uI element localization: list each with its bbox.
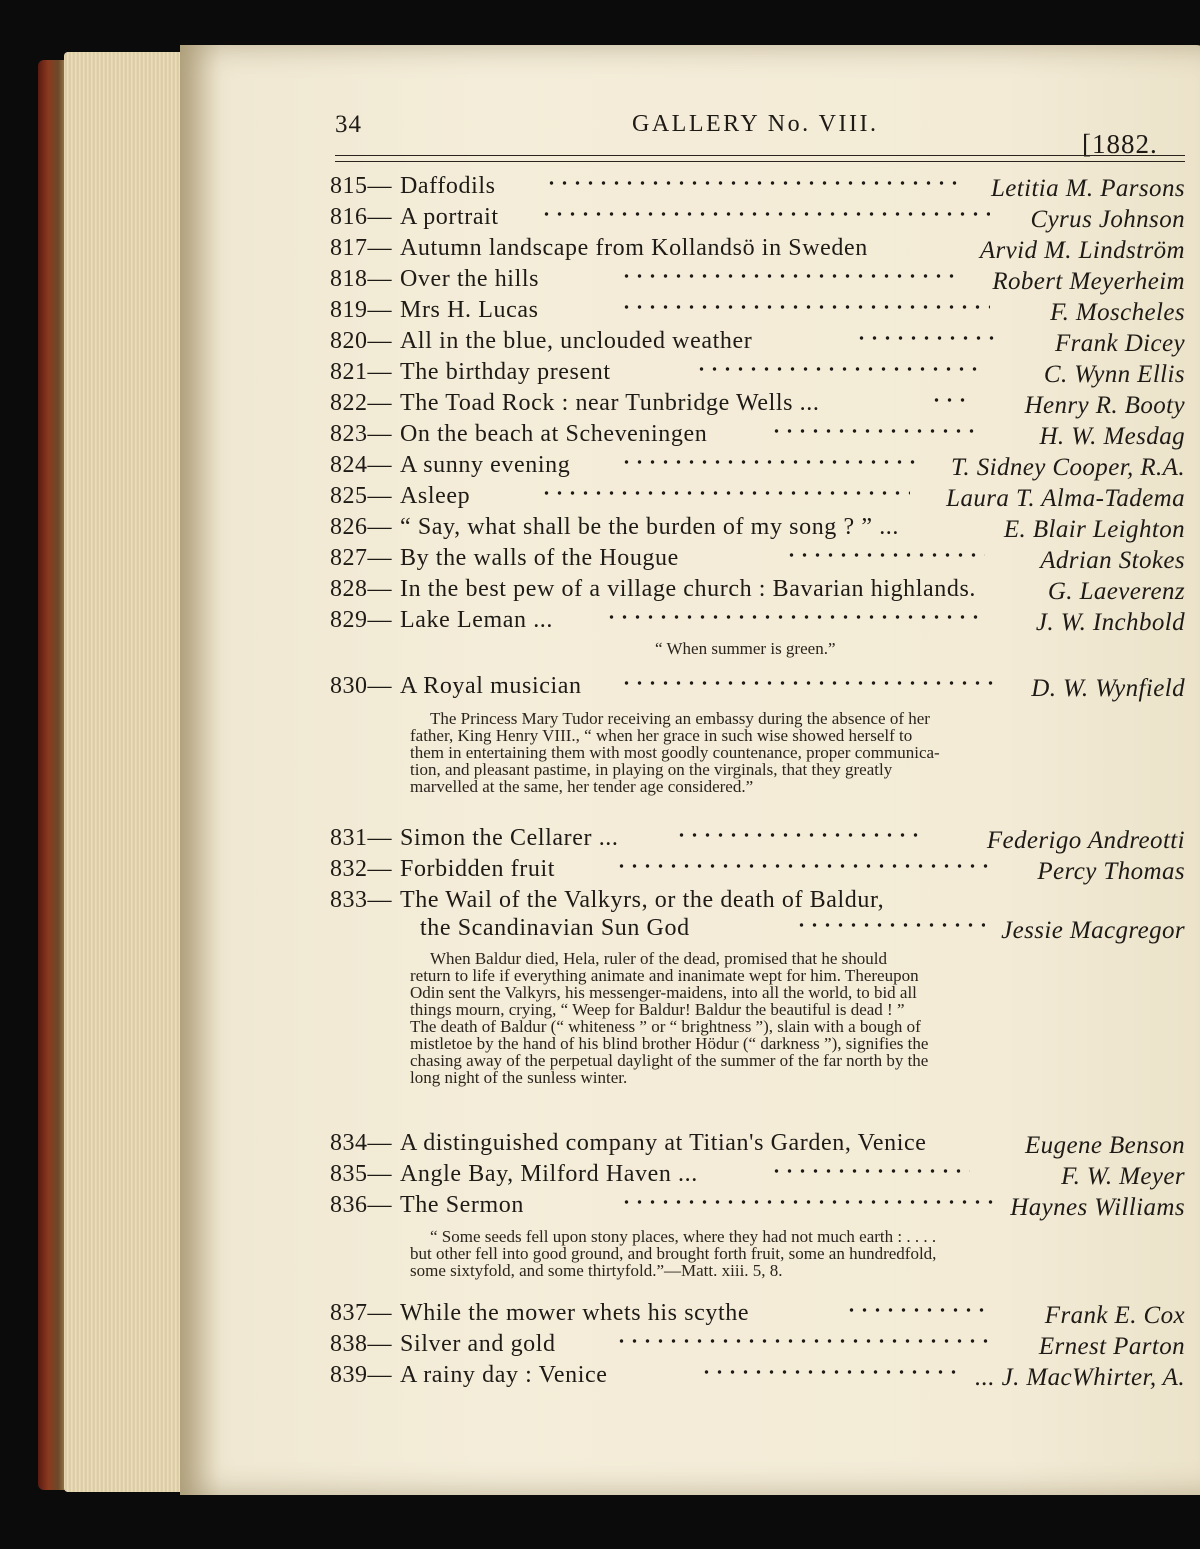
dot-leader [620,681,1000,685]
entry-artist: Eugene Benson [1024,1132,1185,1159]
catalogue-entry [330,297,1185,327]
catalogue-entry [330,328,1185,358]
entry-title: On the beach at Scheveningen [400,421,708,447]
entry-number: 836— [330,1192,392,1218]
entry-title: Silver and gold [400,1331,556,1357]
entry-number: 815— [330,173,392,199]
page-stack-edges [64,52,184,1492]
entry-artist: J. W. Inchbold [1035,609,1185,636]
entry-number: 831— [330,825,392,851]
entry-title: the Scandinavian Sun God [420,915,690,941]
entry-artist: E. Blair Leighton [1003,516,1185,543]
entry-artist: Frank Dicey [1054,330,1185,357]
entry-artist: F. Moscheles [1050,299,1185,326]
catalogue-entry [330,1362,1185,1392]
catalogue-entry [330,390,1185,420]
dot-leader [605,615,985,619]
catalogue-entry [330,545,1185,575]
catalogue-entry [330,673,1185,703]
entry-number: 834— [330,1130,392,1156]
entry-number: 833— [330,887,392,913]
entry-title: The birthday present [400,359,611,385]
dot-leader [845,1308,985,1312]
note-line: tion, and pleasant pastime, in playing on the virginals, that they greatly [410,760,893,779]
entry-number: 824— [330,452,392,478]
running-title: GALLERY No. VIII. [632,111,879,137]
entry-artist: D. W. Wynfield [1031,675,1185,702]
entry-833-note [410,950,1080,1086]
entry-artist: Percy Thomas [1037,858,1185,885]
catalogue-entry [330,452,1185,482]
note-line: mistletoe by the hand of his blind brother Hödur (“ darkness ”), signifies the [410,1034,929,1053]
catalogue-entry [330,235,1185,265]
entry-title: The Sermon [400,1192,524,1218]
entry-artist: Jessie Macgregor [1001,917,1185,944]
entry-title: Autumn landscape from Kollandsö in Sweden [400,235,868,261]
entry-number: 816— [330,204,392,230]
catalogue-entry [330,856,1185,886]
entry-artist: Cyrus Johnson [1030,206,1185,233]
entry-artist: Laura T. Alma-Tadema [946,485,1185,512]
catalogue-entry [330,887,1185,917]
entry-836-note [410,1228,1080,1279]
entry-number: 829— [330,607,392,633]
entry-number: 817— [330,235,392,261]
entry-number: 819— [330,297,392,323]
catalogue-entry-continuation [330,915,1185,945]
dot-leader [620,305,990,309]
note-line: but other fell into good ground, and brought forth fruit, some an hundredfold, [410,1244,937,1263]
dot-leader [545,181,965,185]
catalogue-page [180,45,1200,1495]
catalogue-entry [330,266,1185,296]
catalogue-entry [330,576,1185,606]
entry-title: All in the blue, unclouded weather [400,328,753,354]
dot-leader [620,1200,995,1204]
catalogue-entry [330,1161,1185,1191]
dot-leader [620,274,960,278]
entry-number: 822— [330,390,392,416]
catalogue-entry [330,204,1185,234]
entry-title: A distinguished company at Titian's Garden, Venice [400,1130,927,1156]
dot-leader [540,212,990,216]
entry-artist: Letitia M. Parsons [990,175,1185,202]
entry-title: While the mower whets his scythe [400,1300,750,1326]
dot-leader [930,398,970,402]
entry-artist: C. Wynn Ellis [1043,361,1185,388]
entry-number: 828— [330,576,392,602]
entry-title: Simon the Cellarer ... [400,825,619,851]
entry-number: 821— [330,359,392,385]
entry-title: A sunny evening [400,452,571,478]
entry-artist: Haynes Williams [1010,1194,1185,1221]
entry-number: 837— [330,1300,392,1326]
entry-artist: Frank E. Cox [1044,1302,1185,1329]
entry-number: 832— [330,856,392,882]
note-line: When Baldur died, Hela, ruler of the dead, promised that he should [430,949,887,968]
entry-title: By the walls of the Hougue [400,545,679,571]
note-line: some sixtyfold, and some thirtyfold.”—Matt. xiii. 5, 8. [410,1261,783,1280]
entry-artist: T. Sidney Cooper, R.A. [950,454,1185,481]
dot-leader [770,1169,970,1173]
catalogue-entry [330,1192,1185,1222]
entry-number: 818— [330,266,392,292]
catalogue-entry [330,1300,1185,1330]
header-rule-top [335,155,1185,156]
entry-title: Angle Bay, Milford Haven ... [400,1161,698,1187]
entry-829-caption: “ When summer is green.” [655,639,836,658]
entry-number: 830— [330,673,392,699]
entry-title: Mrs H. Lucas [400,297,539,323]
entry-title: The Wail of the Valkyrs, or the death of Baldur, [400,887,885,913]
entry-title: Daffodils [400,173,496,199]
dot-leader [855,336,995,340]
note-line: chasing away of the perpetual daylight of the summer of the far north by the [410,1051,929,1070]
entry-artist: Arvid M. Lindström [979,237,1185,264]
entry-number: 839— [330,1362,392,1388]
catalogue-entry [330,1130,1185,1160]
note-line: them in entertaining them with most goodly countenance, proper communica- [410,743,940,762]
header-rule-bottom [335,161,1185,162]
catalogue-entry [330,421,1185,451]
entry-title: “ Say, what shall be the burden of my song ? ” ... [400,514,899,540]
catalogue-entry [330,1331,1185,1361]
entry-artist: Ernest Parton [1038,1333,1185,1360]
dot-leader [540,491,910,495]
catalogue-entry [330,173,1185,203]
entry-artist: Federigo Andreotti [986,827,1185,854]
note-line: The death of Baldur (“ whiteness ” or “ brightness ”), slain with a bough of [410,1017,921,1036]
dot-leader [615,1339,995,1343]
dot-leader [615,864,995,868]
entry-title: Forbidden fruit [400,856,555,882]
dot-leader [620,460,920,464]
entry-number: 838— [330,1331,392,1357]
entry-title: The Toad Rock : near Tunbridge Wells ... [400,390,820,416]
entry-title: A rainy day : Venice [400,1362,608,1388]
entry-title: Lake Leman ... [400,607,553,633]
entry-title: Over the hills [400,266,540,292]
dot-leader [695,367,985,371]
entry-title: In the best pew of a village church : Bavarian highlands. [400,576,977,602]
entry-number: 835— [330,1161,392,1187]
note-line: The Princess Mary Tudor receiving an embassy during the absence of her [430,709,930,728]
catalogue-entry [330,607,1185,637]
dot-leader [675,833,925,837]
entry-artist: G. Laeverenz [1047,578,1185,605]
note-line: “ Some seeds fell upon stony places, where they had not much earth : . . . . [430,1227,937,1246]
entry-number: 820— [330,328,392,354]
dot-leader [770,429,980,433]
catalogue-entry [330,359,1185,389]
entry-title: Asleep [400,483,471,509]
dot-leader [785,553,985,557]
catalogue-entry [330,514,1185,544]
note-line: father, King Henry VIII., “ when her grace in such wise showed herself to [410,726,913,745]
entry-artist: Robert Meyerheim [992,268,1185,295]
dot-leader [795,923,985,927]
entry-title: A portrait [400,204,499,230]
entry-artist: Adrian Stokes [1040,547,1185,574]
catalogue-entry [330,483,1185,513]
page-number: 34 [335,111,362,138]
entry-artist: H. W. Mesdag [1039,423,1185,450]
entry-title: A Royal musician [400,673,582,699]
note-line: things mourn, crying, “ Weep for Baldur! Baldur the beautiful is dead ! ” [410,1000,905,1019]
entry-artist: ... J. MacWhirter, A. [975,1364,1185,1391]
entry-number: 826— [330,514,392,540]
note-line: return to life if everything animate and inanimate wept for him. Thereupon [410,966,919,985]
dot-leader [700,1370,960,1374]
note-line: long night of the sunless winter. [410,1068,628,1087]
note-line: marvelled at the same, her tender age considered.” [410,777,754,796]
entry-830-note [410,710,1080,795]
entry-number: 825— [330,483,392,509]
catalogue-entry [330,825,1185,855]
entry-number: 823— [330,421,392,447]
running-year: [1882. [1082,129,1158,159]
entry-artist: Henry R. Booty [1024,392,1185,419]
entry-artist: F. W. Meyer [1061,1163,1185,1190]
note-line: Odin sent the Valkyrs, his messenger-maidens, into all the world, to bid all [410,983,917,1002]
entry-number: 827— [330,545,392,571]
